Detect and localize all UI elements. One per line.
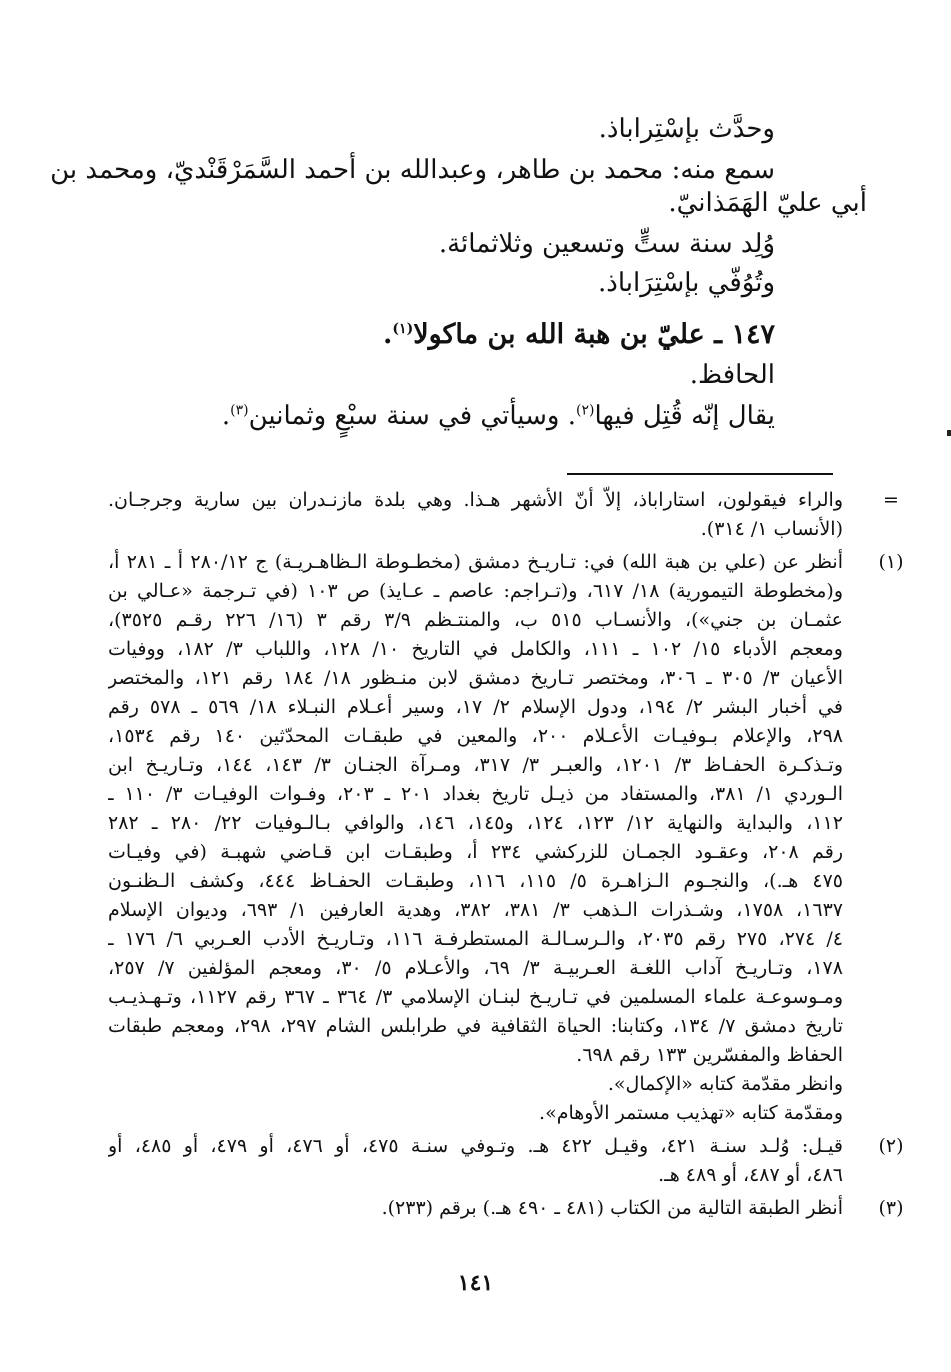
margin-mark	[947, 430, 951, 436]
footnotes	[108, 486, 904, 1227]
footnote-ref[interactable]: (٣)	[230, 402, 249, 419]
footnote-body	[108, 1194, 843, 1223]
footnote-line: ومعجم الأدباء ١٥/ ١٠٢ ـ ١١١، والكامل في التاريخ ١٠/ ١٢٨، واللباب ٣/ ١٨٢، ووفيات	[108, 638, 843, 660]
footnote-line: ١١٢، والبداية والنهاية ١٢/ ١٢٣، ١٢٤، و١٤٥، ١٤٦، والوافي بـالـوفيات ٢٢/ ٢٨٠ ـ ٢٨٢	[108, 812, 843, 834]
footnote-line: ٤٨٦، أو ٤٨٧، أو ٤٨٩ هـ.	[658, 1164, 843, 1186]
footnote-line: ٤٧٥ هـ.)، والنجـوم الـزاهـرة ٥/ ١١٥، ١١٦، وطبقـات الحفـاظ ٤٤٤، وكشف الـظنـون	[108, 870, 843, 892]
footnote-line: والراء فيقولون، استاراباذ، إلاّ أنّ الأشهر هـذا. وهي بلدة مازنـدران بين سارية وجرجـان.	[108, 489, 843, 511]
footnote-line: قيـل: وُلـد سنـة ٤٢١، وقيـل ٤٢٢ هـ. وتـوفي سنـة ٤٧٥، أو ٤٧٦، أو ٤٧٩، أو ٤٨٥، أو	[108, 1135, 843, 1157]
footnote-marker: (١)	[878, 551, 904, 573]
footnote-body	[108, 548, 843, 1128]
footnote-separator	[567, 473, 833, 475]
footnote-line: ٢٩٨، والإعلام بـوفيـات الأعـلام ٢٠٠، والمعين في طبقـات المحدّثين ١٤٠ رقم ١٥٣٤،	[108, 725, 843, 747]
footnote-line: الأعيان ٣/ ٣٠٥ ـ ٣٠٦، ومختصر تـاريخ دمشق لابن منـظور ١٨/ ١٨٤ رقم ١٢١، والمختصر	[108, 667, 843, 689]
footnote-line: عثمـان بن جني»)، والأنسـاب ٥١٥ ب، والمنتـظم ٣/٩ رقم ٣ (١٦/ ٢٢٦ رقـم ٣٥٢٥)،	[108, 609, 843, 631]
main-line: يقال إنّه قُتِل فيها$^{(٢)}$. وسيأتي في سنة سبْعٍ وثمانين$^{(٣)}$.	[221, 401, 775, 431]
footnote-line: ١٧٨، وتـاريـخ آداب اللغـة العـربيـة ٣/ ٦٩، والأعـلام ٥/ ٣٠، ومعجم المؤلفين ٧/ ٢٥٧،	[108, 957, 843, 979]
footnote-line: الـوردي ١/ ٣٨١، والمستفاد من ذيـل تاريخ بغداد ٢٠١ ـ ٢٠٣، وفـوات الوفيـات ٣/ ١١٠ ـ	[108, 783, 843, 805]
footnote	[108, 486, 899, 544]
footnote-body	[108, 486, 843, 544]
entry-title-text: ١٤٧ ـ عليّ بن هبة الله بن ماكولا	[413, 319, 775, 351]
entry-title: ١٤٧ ـ عليّ بن هبة الله بن ماكولا$^{(١)}$.	[383, 319, 775, 351]
footnote-marker: (٢)	[878, 1135, 904, 1157]
footnote-line: ١٦٣٧، ١٧٥٨، وشـذرات الـذهب ٣/ ٣٨١، ٣٨٢، وهدية العارفين ١/ ٦٩٣، وديوان الإسلام	[108, 899, 843, 921]
footnote-marker: =	[883, 489, 899, 511]
footnote-line: وانظر مقدّمة كتابه «الإكمال».	[607, 1073, 843, 1095]
page-number: ١٤١	[457, 1270, 494, 1296]
main-line: وتُوُفّي بإسْتِرَاباذ.	[598, 268, 775, 299]
footnote-ref[interactable]: (١)	[392, 321, 414, 338]
footnote-line: الحفاظ والمفسّرين ١٣٣ رقم ٦٩٨.	[576, 1044, 843, 1066]
footnote-marker: (٣)	[878, 1197, 904, 1219]
footnote-line: أنظر عن (علي بن هبة الله) في: تـاريـخ دمشق (مخطـوطة الـظاهـريـة) ج ٢٨٠/١٢ أ ـ ٢٨١ أ،	[108, 551, 843, 573]
footnote	[108, 1132, 904, 1190]
footnote-line: تاريخ دمشق ٧/ ١٣٤، وكتابنا: الحياة الثقافية في طرابلس الشام ٢٩٧، ٢٩٨، ومعجم طبقات	[108, 1015, 843, 1037]
main-line: الحافظ.	[689, 359, 775, 390]
footnote-line: وتـذكـرة الحفـاظ ٣/ ١٢٠١، والعبـر ٣/ ٣١٧، ومـرآة الجنـان ٣/ ١٤٣، ١٤٤، وتـاريـخ ابن	[108, 754, 843, 776]
footnote-line: (الأنساب ١/ ٣١٤).	[700, 518, 843, 540]
main-line: أبي عليّ الهَمَذانيّ.	[668, 188, 867, 219]
footnote-body	[108, 1132, 843, 1190]
footnote-line: ومقدّمة كتابه «تهذيب مستمر الأوهام».	[539, 1102, 843, 1124]
footnote	[108, 548, 904, 1128]
main-text	[50, 112, 867, 434]
footnote-line: رقم ٢٠٨، وعقـود الجمـان للزركشي ٢٣٤ أ، وطبقـات ابن قـاضي شهبـة (في وفيـات	[108, 841, 843, 863]
footnote-line: و(مخطوطة التيمورية) ١٨/ ٦١٧، و(تـراجم: عاصم ـ عـايذ) ص ١٠٣ (في تـرجمة «عـالي بن	[108, 580, 843, 602]
main-line: سمع منه: محمد بن طاهر، وعبدالله بن أحمد السَّمَرْقَنْديّ، ومحمد بن	[50, 155, 775, 186]
main-line: وحدَّث بإسْتِراباذ.	[598, 114, 775, 144]
footnote-line: ومـوسوعـة علماء المسلمين في تـاريـخ لبنـان الإسلامي ٣/ ٣٦٤ ـ ٣٦٧ رقم ١١٢٧، وتـهـذيـب	[108, 986, 843, 1008]
footnote	[108, 1194, 904, 1223]
main-line: وُلِد سنة ستٍّ وتسعين وثلاثمائة.	[438, 229, 775, 260]
footnote-ref[interactable]: (٢)	[575, 402, 595, 419]
footnote-line: ٤/ ٢٧٤، ٢٧٥ رقم ٢٠٣٥، والـرسـالـة المستطرفـة ١١٦، وتـاريـخ الأدب العـربي ٦/ ١٧٦ ـ	[108, 928, 843, 950]
footnote-line: في أخبار البشر ٢/ ١٩٤، ودول الإسلام ٢/ ١٧، وسير أعـلام النبـلاء ١٨/ ٥٦٩ ـ ٥٧٨ رقم	[108, 696, 843, 718]
footnote-line: أنظر الطبقة التالية من الكتاب (٤٨١ ـ ٤٩٠ هـ.) برقم (٢٣٣).	[381, 1197, 843, 1219]
